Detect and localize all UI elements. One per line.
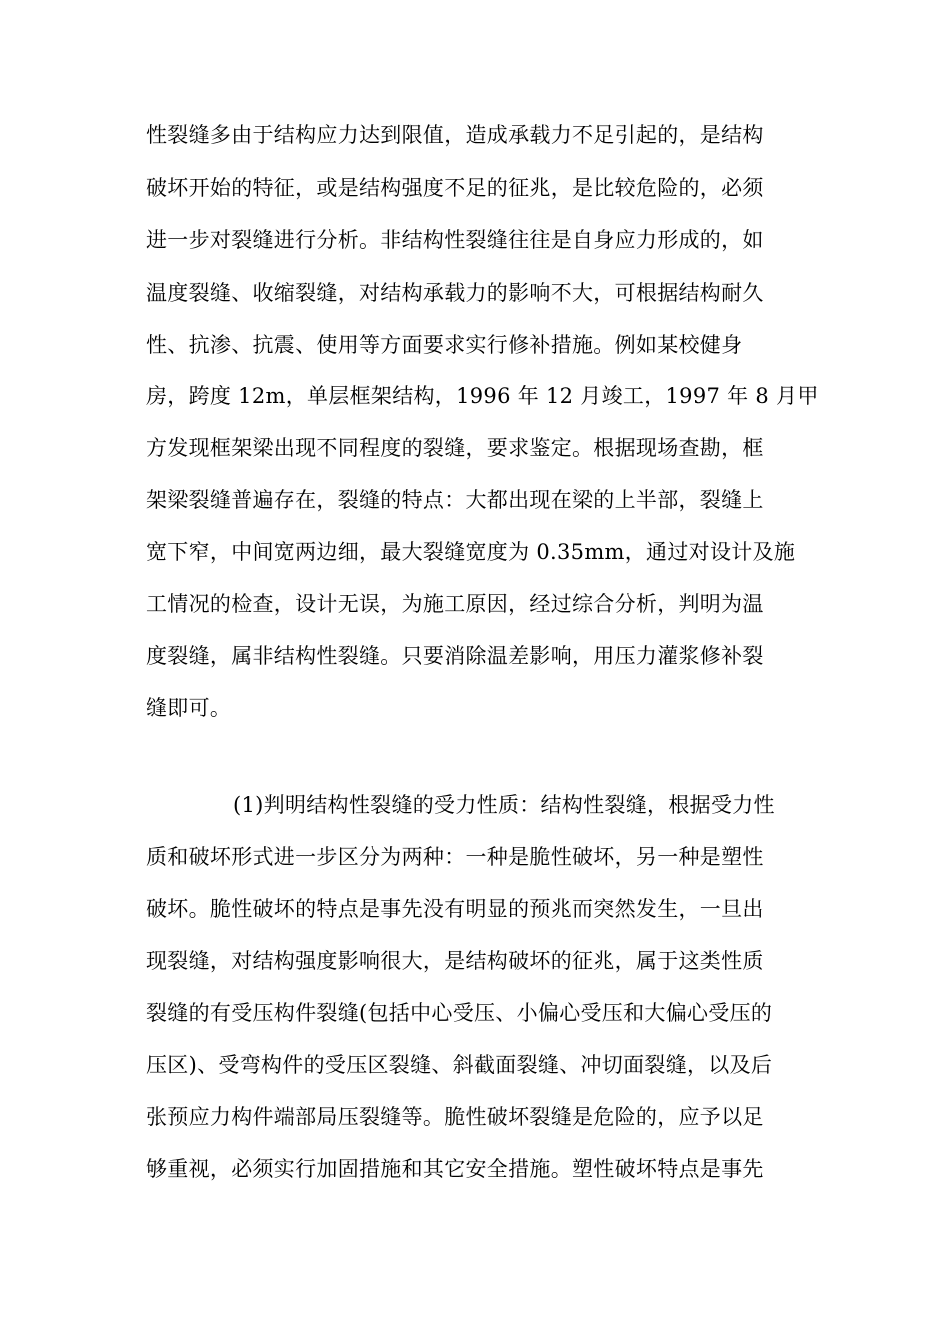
paragraph-1-line-3: 进一步对裂缝进行分析。非结构性裂缝往往是自身应力形成的，如 <box>146 228 764 252</box>
paragraph-2-line-3: 破坏。脆性破坏的特点是事先没有明显的预兆而突然发生，一旦出 <box>146 897 764 921</box>
paragraph-1-line-7: 方发现框架梁出现不同程度的裂缝，要求鉴定。根据现场查勘，框 <box>146 436 764 460</box>
paragraph-2-line-6: 压区)、受弯构件的受压区裂缝、斜截面裂缝、冲切面裂缝，以及后 <box>146 1053 773 1077</box>
paragraph-1-line-12: 缝即可。 <box>146 696 232 720</box>
paragraph-1-line-6: 房，跨度 12m，单层框架结构，1996 年 12 月竣工，1997 年 8 月甲 <box>146 384 819 408</box>
paragraph-2-line-8: 够重视，必须实行加固措施和其它安全措施。塑性破坏特点是事先 <box>146 1157 764 1181</box>
paragraph-1-line-10: 工情况的检查，设计无误，为施工原因，经过综合分析，判明为温 <box>146 592 764 616</box>
paragraph-1-line-2: 破坏开始的特征，或是结构强度不足的征兆，是比较危险的，必须 <box>146 176 764 200</box>
paragraph-1-line-11: 度裂缝，属非结构性裂缝。只要消除温差影响，用压力灌浆修补裂 <box>146 644 764 668</box>
paragraph-2-line-5: 裂缝的有受压构件裂缝(包括中心受压、小偏心受压和大偏心受压的 <box>146 1001 773 1025</box>
paragraph-1-line-8: 架梁裂缝普遍存在，裂缝的特点：大都出现在梁的上半部，裂缝上 <box>146 488 764 512</box>
paragraph-2-line-1: (1)判明结构性裂缝的受力性质：结构性裂缝，根据受力性 <box>233 793 775 817</box>
paragraph-1-line-4: 温度裂缝、收缩裂缝，对结构承载力的影响不大，可根据结构耐久 <box>146 281 764 305</box>
paragraph-2-line-2: 质和破坏形式进一步区分为两种：一种是脆性破坏，另一种是塑性 <box>146 845 764 869</box>
paragraph-2-line-7: 张预应力构件端部局压裂缝等。脆性破坏裂缝是危险的，应予以足 <box>146 1105 764 1129</box>
paragraph-1-line-9: 宽下窄，中间宽两边细，最大裂缝宽度为 0.35mm，通过对设计及施 <box>146 540 796 564</box>
paragraph-1-line-5: 性、抗渗、抗震、使用等方面要求实行修补措施。例如某校健身 <box>146 333 743 357</box>
paragraph-2-line-4: 现裂缝，对结构强度影响很大，是结构破坏的征兆，属于这类性质 <box>146 949 764 973</box>
paragraph-1-line-1: 性裂缝多由于结构应力达到限值，造成承载力不足引起的，是结构 <box>146 123 764 147</box>
